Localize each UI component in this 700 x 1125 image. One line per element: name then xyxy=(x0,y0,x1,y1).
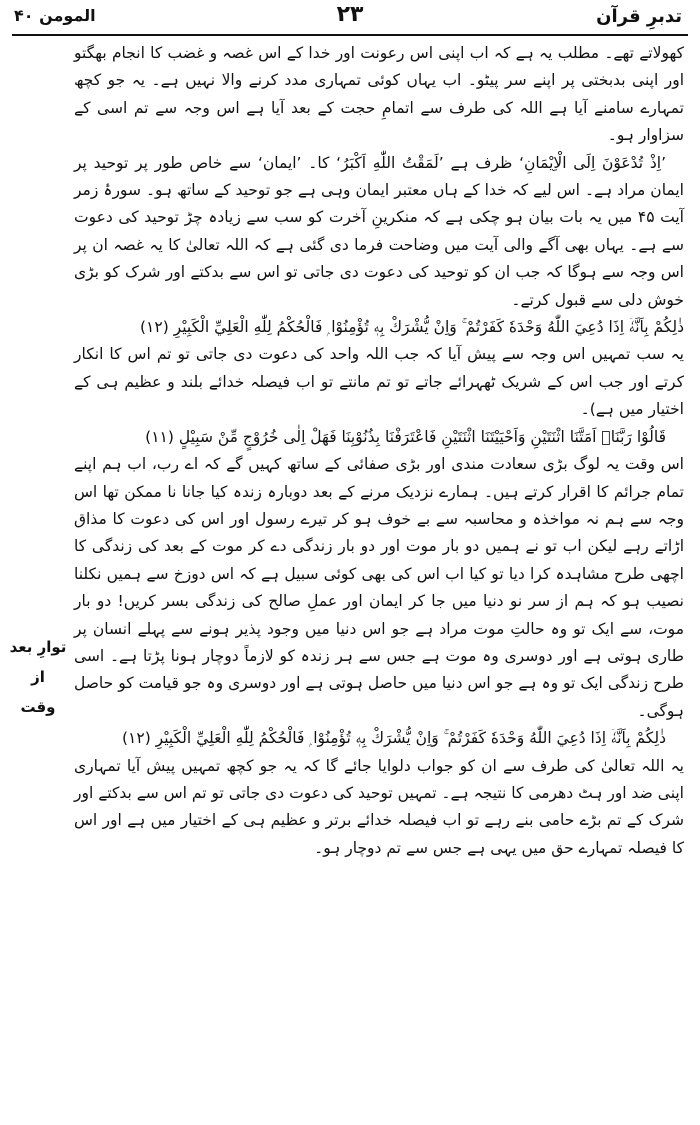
margin-note-line-1: توارِ بعد از xyxy=(9,638,67,686)
ayah-quote-2: قَالُوْا رَبَّنَاۤ اَمَتَّنَا اثْنَتَيْنِ وَاَحْيَيْتَنَا اثْنَتَيْنِ فَاعْتَرَفْنَا بِذُنُوْبِنَا فَهَلْ اِلٰى خُرُوْجٍ مِّنْ سَبِيْلٍ (۱۱) xyxy=(145,427,666,446)
paragraph-4: اس وقت یہ لوگ بڑی سعادت مندی اور بڑی صفائی کے ساتھ کہیں گے کہ اے رب، اب ہم اپنے تمام جرائم کا اقرار کرتے ہیں۔ ہمارے نزدیک مرنے کے بعد دوبارہ زندہ کیا جانا نا ممکن تھا اس وجہ سے ہم نہ مواخذہ و محاسبہ سے بے خوف ہو کر تیرے رسول اور اس کی دعوت کا مذاق اڑاتے رہے لیکن اب تو نے ہمیں دو بار موت اور دو بار زندگی دے کر موت کے بعد کی زندگی کا اچھی طرح مشاہدہ کرا دیا تو کیا اب اس کی بھی کوئی سبیل ہے کہ اس دوزخ سے ہمیں نکلنا نصیب ہو کہ ہم از سر نو دنیا میں جا کر ایمان اور عملِ صالح کی زندگی بسر کریں! دو بار موت، سے ایک تو وہ حالتِ موت مراد ہے جو اس دنیا میں وجود پذیر ہونے سے پہلے انسان پر طاری ہوتی ہے اور دوسری وہ موت ہے جس سے ہر زندہ کو لازماً دوچار ہونا پڑتا ہے۔ اسی طرح زندگی ایک تو وہ ہے جو اس دنیا میں حاصل ہوتی ہے اور دوسری وہ جو قیامت کو حاصل ہوگی۔ xyxy=(74,455,684,720)
ayah-quote-1: ذٰلِكُمْ بِاَنَّهٗۤ اِذَا دُعِيَ اللّٰهُ وَحْدَهٗ كَفَرْتُمْ ۚ وَاِنْ يُّشْرَكْ بِهٖ تُؤْمِنُوْا ۭ فَالْحُكْمُ لِلّٰهِ الْعَلِيِّ الْكَبِيْرِ (۱۲) xyxy=(139,318,684,337)
paragraph-5: یہ اللہ تعالیٰ کی طرف سے ان کو جواب دلوایا جائے گا کہ یہ جو کچھ تمہیں پیش آیا تمہاری اپنی ضد اور ہٹ دھرمی کا نتیجہ ہے۔ تمہیں توحید کی دعوت دی جاتی تو تم اس سے بدکتے اور شرک کے تم بڑے حامی بنے رہے تو اب فیصلہ خدائے برتر و عظیم ہی کے اختیار میں ہے اور اس کا فیصلہ تمہارے حق میں یہی ہے جس سے تم دوچار ہو۔ xyxy=(74,756,684,857)
commentary-body xyxy=(74,40,684,862)
book-title: تدبرِ قرآن xyxy=(596,6,682,27)
paragraph-2: ’اِذْ تُدْعَوْنَ اِلَى الْاِيْمَانِ‘ ظرف ہے ’لَمَقْتُ اللّٰهِ اَكْبَرُ‘ کا۔ ’ایمان‘ سے خاص طور پر توحید پر ایمان مراد ہے۔ اس لیے کہ خدا کے ہاں معتبر ایمان وہی ہے جو توحید کے ساتھ ہو۔ سورۂ زمر آیت ۴۵ میں یہ بات بیان ہو چکی ہے کہ منکرینِ آخرت کو سب سے زیادہ چڑ توحید کی دعوت سے ہے۔ یہاں بھی آگے والی آیت میں وضاحت فرما دی گئی ہے کہ اللہ تعالیٰ کا یہ غصہ ان پر اس وجہ سے ہوگا کہ جب ان کو توحید کی دعوت دی جاتی تو اس سے بدکتے اور شرک کو بڑی خوش دلی سے قبول کرتے۔ xyxy=(74,153,684,309)
ayah-quote-3: ذٰلِكُمْ بِاَنَّهٗۤ اِذَا دُعِيَ اللّٰهُ وَحْدَهٗ كَفَرْتُمْ ۚ وَاِنْ يُّشْرَكْ بِهٖ تُؤْمِنُوْا ۭ فَالْحُكْمُ لِلّٰهِ الْعَلِيِّ الْكَبِيْرِ (۱۲) xyxy=(121,729,666,748)
margin-note-line-2: وقت xyxy=(20,698,56,716)
margin-note xyxy=(8,632,68,722)
surah-header: المومن ۴۰ xyxy=(14,6,96,25)
header-rule xyxy=(12,34,688,36)
paragraph-3: یہ سب تمہیں اس وجہ سے پیش آیا کہ جب اللہ واحد کی دعوت دی جاتی تو تم اس کا انکار کرتے اور جب اس کے شریک ٹھہرائے جاتے تو تم مانتے تو اب فیصلہ خدائے بلند و عظیم ہی کے اختیار میں ہے)۔ xyxy=(74,345,684,419)
paragraph-1: کھولاتے تھے۔ مطلب یہ ہے کہ اب اپنی اس رعونت اور خدا کے اس غصہ و غضب کا انجام بھگتو اور اپنی بدبختی پر اپنے سر پیٹو۔ اب یہاں کوئی تمہاری مدد کرنے والا نہیں ہے۔ یہ جو کچھ تمہارے سامنے آیا ہے اللہ کی طرف سے اتمامِ حجت کے بعد آیا ہے اس وجہ سے تم اسی کے سزاوار ہو۔ xyxy=(74,44,684,145)
page-number: ۲۳ xyxy=(336,2,364,27)
